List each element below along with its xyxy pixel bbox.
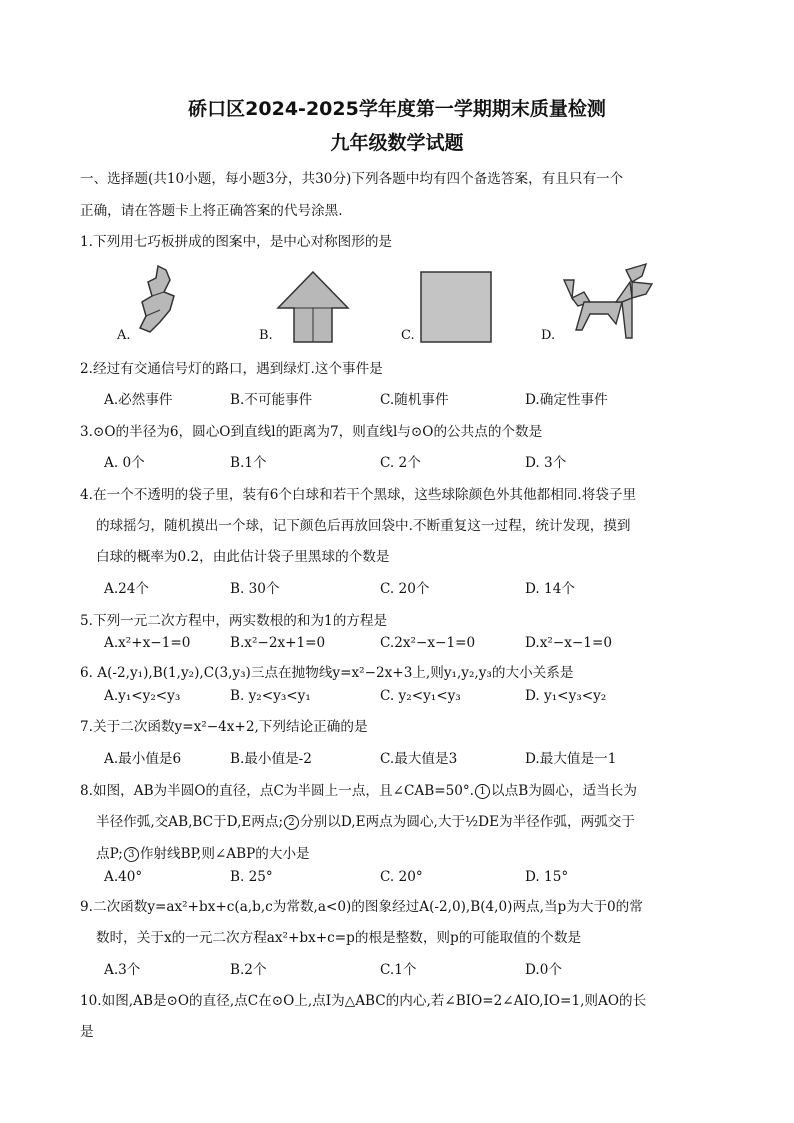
- q10-line2: 是: [80, 1024, 94, 1040]
- q8-line3: [96, 842, 310, 862]
- q9-option-c: C.1个: [380, 962, 417, 978]
- q8-option-d: D. 15°: [525, 869, 569, 885]
- q8-line1-text-b: 以点B为圆心，适当长为: [491, 783, 637, 799]
- q5-option-c: C.2x²−x−1=0: [380, 635, 476, 651]
- q4-line1: 4.在一个不透明的袋子里，装有6个白球和若干个黑球，这些球除颜色外其他都相同.将袋子里: [80, 487, 637, 503]
- q3-options: [104, 451, 724, 471]
- q9-option-a: A.3个: [104, 962, 141, 978]
- step-marker-3: 3: [124, 847, 139, 862]
- tangram-figure-a: [130, 262, 190, 342]
- q8-option-a: A.40°: [104, 869, 143, 885]
- q8-line3-text-a: 点P;: [96, 846, 123, 862]
- step-marker-1: 1: [475, 784, 490, 799]
- q9-line1: 9.二次函数y=ax²+bx+c(a,b,c为常数,a<0)的图象经过A(-2,0),B(4,0)两点,当p为大于0的常: [80, 899, 643, 915]
- q1-label-c: C.: [401, 328, 415, 343]
- q5-options: [104, 635, 724, 655]
- q3-option-b: B.1个: [230, 455, 267, 471]
- q7-option-d: D.最大值是一1: [525, 751, 617, 767]
- tangram-figure-d: [560, 262, 660, 342]
- q2-stem: 2.经过有交通信号灯的路口，遇到绿灯.这个事件是: [80, 361, 383, 377]
- q2-option-d: D.确定性事件: [525, 392, 608, 408]
- q8-line2: [96, 810, 635, 830]
- q2-options: [104, 388, 724, 408]
- q7-option-a: A.最小值是6: [104, 751, 182, 767]
- q1-label-a: A.: [117, 328, 131, 343]
- exam-subtitle: 九年级数学试题: [330, 132, 464, 154]
- q5-option-d: D.x²−x−1=0: [525, 635, 612, 651]
- q1-label-d: D.: [541, 328, 556, 343]
- q5-option-a: A.x²+x−1=0: [104, 635, 191, 651]
- tangram-figure-b: [276, 270, 350, 344]
- q2-option-b: B.不可能事件: [230, 392, 313, 408]
- q5-stem: 5.下列一元二次方程中，两实数根的和为1的方程是: [80, 613, 388, 629]
- q4-option-a: A.24个: [104, 581, 150, 597]
- q2-option-c: C.随机事件: [380, 392, 449, 408]
- q10-line1: 10.如图,AB是⊙O的直径,点C在⊙O上,点I为△ABC的内心,若∠BIO=2∠AIO,IO=1,则AO的长: [80, 993, 647, 1009]
- q1-stem: 1.下列用七巧板拼成的图案中，是中心对称图形的是: [80, 234, 393, 250]
- q6-stem: 6. A(-2,y₁),B(1,y₂),C(3,y₃)三点在抛物线y=x²−2x+3上,则y₁,y₂,y₃的大小关系是: [80, 665, 574, 681]
- q3-option-a: A. 0个: [104, 455, 145, 471]
- q7-option-b: B.最小值是-2: [230, 751, 312, 767]
- tangram-figure-c: [419, 270, 493, 344]
- q8-option-b: B. 25°: [230, 869, 273, 885]
- exam-title: 硚口区2024-2025学年度第一学期期末质量检测: [188, 98, 606, 120]
- q9-option-b: B.2个: [230, 962, 267, 978]
- q9-options: [104, 958, 724, 978]
- q6-option-c: C. y₂<y₁<y₃: [380, 688, 461, 704]
- q8-line1-text-a: 8.如图，AB为半圆O的直径，点C为半圆上一点，且∠CAB=50°.: [80, 783, 475, 799]
- q4-line3: 白球的概率为0.2，由此估计袋子里黑球的个数是: [96, 549, 390, 565]
- q6-option-a: A.y₁<y₂<y₃: [104, 688, 181, 704]
- q3-option-d: D. 3个: [525, 455, 567, 471]
- step-marker-2: 2: [284, 815, 299, 830]
- q5-option-b: B.x²−2x+1=0: [230, 635, 326, 651]
- q9-option-d: D.0个: [525, 962, 562, 978]
- section-instructions-line2: 正确，请在答题卡上将正确答案的代号涂黑.: [80, 203, 343, 219]
- q7-stem: 7.关于二次函数y=x²−4x+2,下列结论正确的是: [80, 719, 368, 735]
- q4-option-c: C. 20个: [380, 581, 430, 597]
- q9-line2: 数时，关于x的一元二次方程ax²+bx+c=p的根是整数，则p的可能取值的个数是: [96, 930, 582, 946]
- q8-line2-text-a: 半径作弧,交AB,BC于D,E两点;: [96, 814, 284, 830]
- q8-option-c: C. 20°: [380, 869, 423, 885]
- q4-line2: 的球摇匀，随机摸出一个球，记下颜色后再放回袋中.不断重复这一过程，统计发现，摸到: [96, 518, 631, 534]
- q3-stem: 3.⊙O的半径为6，圆心O到直线l的距离为7，则直线l与⊙O的公共点的个数是: [80, 424, 543, 440]
- section-instructions-line1: 一、选择题(共10小题，每小题3分，共30分)下列各题中均有四个备选答案，有且只有一个: [80, 171, 624, 187]
- q8-line3-text-b: 作射线BP,则∠ABP的大小是: [139, 846, 310, 862]
- q2-option-a: A.必然事件: [104, 392, 173, 408]
- q1-label-b: B.: [259, 328, 273, 343]
- q4-option-b: B. 30个: [230, 581, 280, 597]
- q8-options: [104, 869, 724, 889]
- q4-options: [104, 577, 724, 597]
- q8-line1: [80, 779, 637, 799]
- q6-options: [104, 688, 724, 708]
- q8-line2-text-b: 分别以D,E两点为圆心,大于½DE为半径作弧，两弧交于: [300, 814, 635, 830]
- q7-options: [104, 747, 724, 767]
- q6-option-b: B. y₂<y₃<y₁: [230, 688, 311, 704]
- q6-option-d: D. y₁<y₃<y₂: [525, 688, 607, 704]
- q7-option-c: C.最大值是3: [380, 751, 458, 767]
- q3-option-c: C. 2个: [380, 455, 421, 471]
- q4-option-d: D. 14个: [525, 581, 575, 597]
